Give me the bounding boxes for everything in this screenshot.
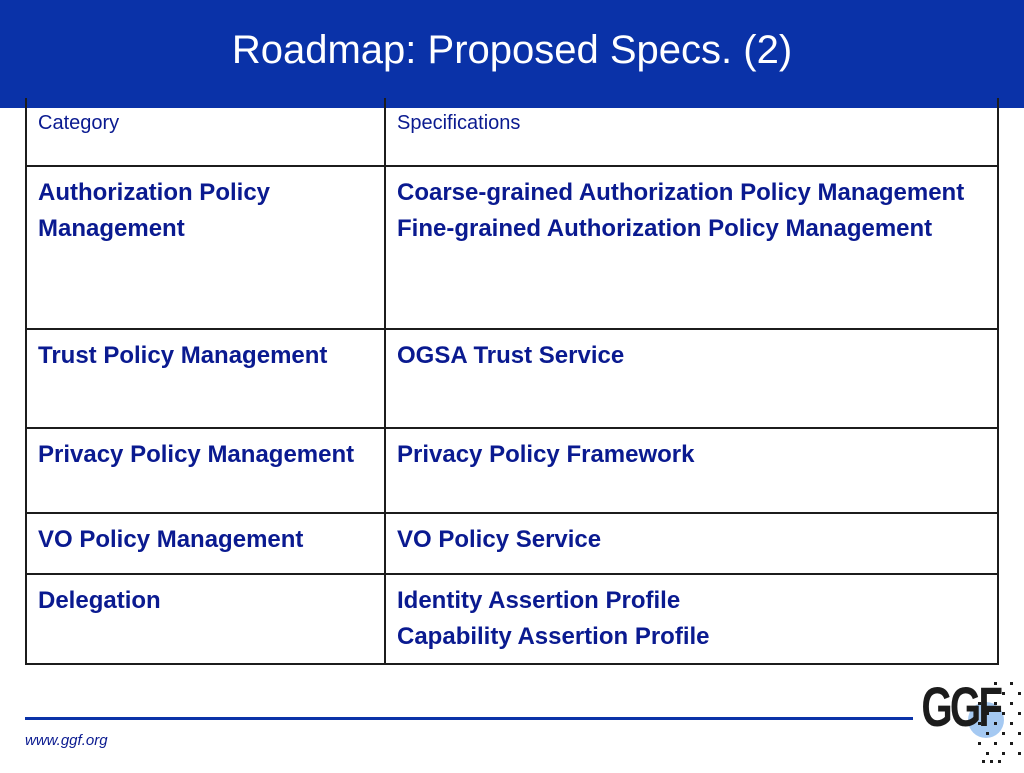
spec-item: Coarse-grained Authorization Policy Management <box>397 179 965 206</box>
table-header-row <box>26 98 998 166</box>
spec-item: Privacy Policy Framework <box>397 441 695 468</box>
specs-cell <box>385 574 998 664</box>
footer-url-link[interactable]: www.ggf.org <box>25 732 108 749</box>
table-row <box>26 166 998 329</box>
header-specifications: Specifications <box>385 98 998 166</box>
table-row <box>26 329 998 428</box>
category-cell: Authorization Policy Management <box>26 166 385 329</box>
specs-cell <box>385 329 998 428</box>
footer-divider <box>25 717 913 720</box>
spec-item: Fine-grained Authorization Policy Management <box>397 215 933 242</box>
table-row <box>26 574 998 664</box>
category-cell: Delegation <box>26 574 385 664</box>
specs-cell <box>385 513 998 574</box>
specs-table <box>25 98 999 665</box>
specs-cell <box>385 166 998 329</box>
spec-item: VO Policy Service <box>397 526 602 553</box>
spec-item: Capability Assertion Profile <box>397 623 710 650</box>
specs-cell <box>385 428 998 513</box>
table-row <box>26 513 998 574</box>
spec-item: OGSA Trust Service <box>397 342 625 369</box>
slide-title: Roadmap: Proposed Specs. (2) <box>231 28 793 72</box>
category-cell: Privacy Policy Management <box>26 428 385 513</box>
category-cell: Trust Policy Management <box>26 329 385 428</box>
table-row <box>26 428 998 513</box>
header-category: Category <box>26 98 385 166</box>
spec-item: Identity Assertion Profile <box>397 587 681 614</box>
category-cell: VO Policy Management <box>26 513 385 574</box>
logo-text: GGF <box>921 676 1001 739</box>
ggf-logo-icon <box>920 660 1024 768</box>
